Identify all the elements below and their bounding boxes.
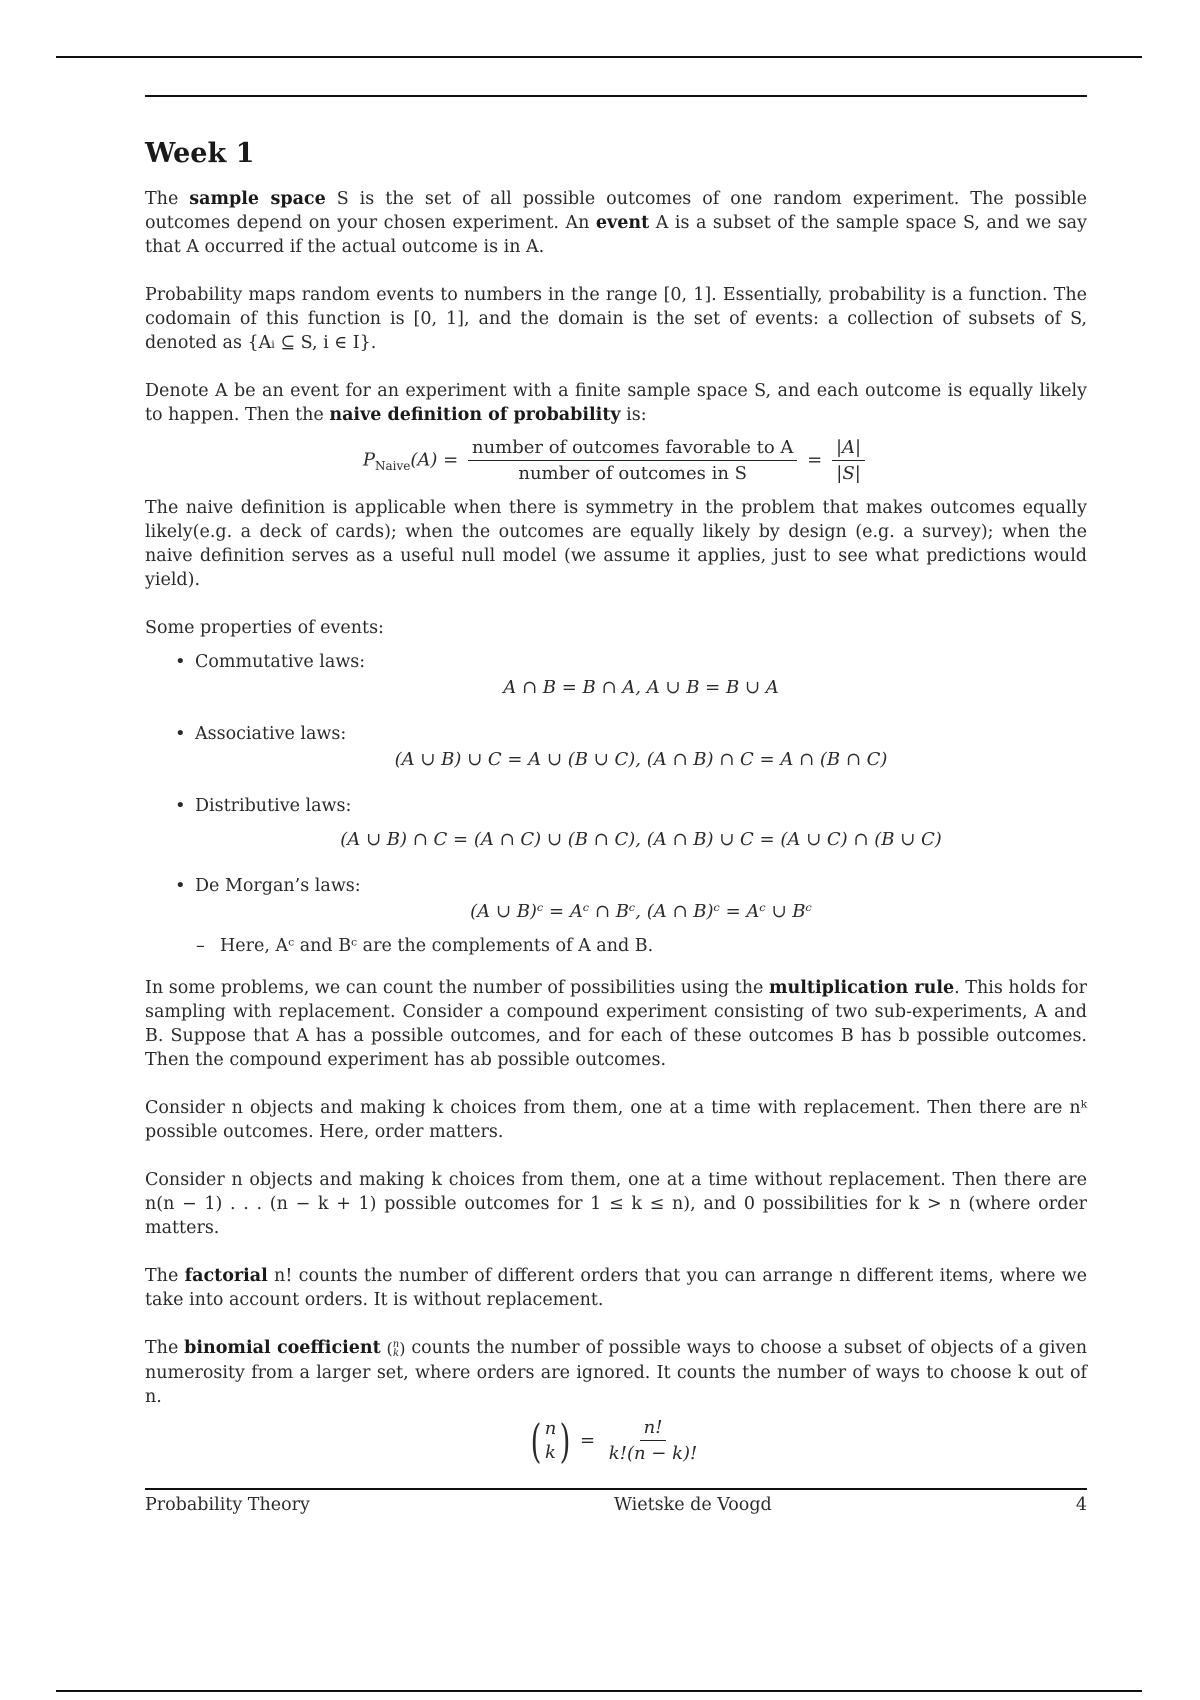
property-formula: (A ∪ B) ∪ C = A ∪ (B ∪ C), (A ∩ B) ∩ C = A ∩ (B ∩ C) <box>394 749 888 770</box>
page-content <box>145 132 1087 1481</box>
binomial-symbol: ( n k ) <box>530 1413 571 1468</box>
paragraph-with-replacement: Consider n objects and making k choices from them, one at a time with replacement. Then there are nᵏ possible outcomes. Here, order matters. <box>145 1098 1087 1142</box>
paragraph-sample-space <box>145 187 1087 259</box>
paragraph-binomial <box>145 1336 1087 1409</box>
property-formula: (A ∪ B)ᶜ = Aᶜ ∩ Bᶜ, (A ∩ B)ᶜ = Aᶜ ∪ Bᶜ <box>470 901 812 922</box>
formula-sub: Naive <box>375 459 411 474</box>
property-formula: (A ∪ B) ∩ C = (A ∩ C) ∪ (B ∩ C), (A ∩ B) ∪ C = (A ∪ C) ∩ (B ∪ C) <box>340 829 942 850</box>
list-item <box>145 650 1087 700</box>
footer-course: Probability Theory <box>145 1495 310 1515</box>
text: The <box>145 1266 185 1286</box>
footer-rule <box>145 1488 1087 1490</box>
fraction-cardinality <box>832 437 865 484</box>
text: In some problems, we can count the number of possibilities using the <box>145 978 769 998</box>
fraction-counts <box>468 437 797 484</box>
header-rule <box>145 95 1087 97</box>
fraction-denominator: number of outcomes in S <box>518 463 748 484</box>
property-label: Associative laws: <box>195 724 347 744</box>
term-factorial: factorial <box>184 1266 268 1286</box>
formula-p: P <box>362 449 376 471</box>
text: n! counts the number of different orders that you can arrange n different items, where we take into account orders. It is without replacement. <box>145 1266 1087 1310</box>
binom-top: n <box>392 1338 400 1350</box>
footer-page-number: 4 <box>1075 1495 1087 1515</box>
term-naive-definition: naive definition of probability <box>329 405 621 425</box>
property-formula: A ∩ B = B ∩ A, A ∪ B = B ∪ A <box>503 677 779 698</box>
term-sample-space: sample space <box>189 189 326 209</box>
demorgan-note: – Here, Aᶜ and Bᶜ are the complements of A and B. <box>145 936 1087 956</box>
list-item <box>145 722 1087 772</box>
paragraph-multiplication-rule <box>145 976 1087 1072</box>
text: is: <box>620 405 647 425</box>
paragraph-factorial <box>145 1264 1087 1312</box>
paragraph-without-replacement: Consider n objects and making k choices from them, one at a time without replacement. Then there are n(n − 1) . . . (n − k + 1) possible outcomes for 1 ≤ k ≤ n), and 0 possibilities for k > n (where order matters. <box>145 1170 1087 1238</box>
paragraph-naive-applicable: The naive definition is applicable when there is symmetry in the problem that makes outcomes equally likely(e.g. a deck of cards); when the outcomes are equally likely by design (e.g. a survey); when the naive definition serves as a useful null model (we assume it applies, just to see what predictions would yield). <box>145 498 1087 590</box>
equals-sign: = <box>579 1429 596 1451</box>
binom-top: n <box>544 1417 557 1439</box>
fraction-denominator: k!(n − k)! <box>608 1443 698 1464</box>
formula-arg: (A) = <box>410 449 459 471</box>
text: counts the number of possible ways to choose a subset of objects of a given numerosity from a larger set, where orders are ignored. It counts the number of ways to choose k out of n. <box>145 1338 1087 1407</box>
fraction-numerator: number of outcomes favorable to A <box>468 437 797 461</box>
term-binomial-coefficient: binomial coefficient <box>184 1338 381 1358</box>
outer-top-rule <box>56 56 1142 58</box>
paragraph-properties-intro: Some properties of events: <box>145 618 384 638</box>
text: S is the set of all possible outcomes of one random experiment. The possible outcomes depend on your chosen experiment. An <box>145 189 1087 233</box>
fraction-numerator: n! <box>640 1417 667 1441</box>
naive-probability-formula <box>145 437 1087 484</box>
binom-bottom: k <box>545 1441 556 1463</box>
page-title: Week 1 <box>145 138 255 169</box>
properties-list <box>145 650 1087 924</box>
fraction-binomial <box>605 1417 701 1464</box>
text: Denote A be an event for an experiment with a finite sample space S, and each outcome is equally likely to happen. Then the <box>145 381 1087 425</box>
paragraph-probability-map: Probability maps random events to numbers in the range [0, 1]. Essentially, probability is a function. The codomain of this function is [0, 1], and the domain is the set of events: a collection of subsets of S, denoted as {Aᵢ ⊆ S, i ∈ I}. <box>145 285 1087 353</box>
text: The <box>145 1338 185 1358</box>
list-item <box>145 794 1087 852</box>
property-label: Distributive laws: <box>195 796 352 816</box>
text: . This holds for sampling with replacement. Consider a compound experiment consisting of two sub-experiments, A and B. Suppose that A has a possible outcomes, and for each of these outcomes B has b possible outcomes. Then the compound experiment has ab possible outcomes. <box>145 978 1087 1070</box>
text: The <box>145 189 190 209</box>
property-label: Commutative laws: <box>195 652 366 672</box>
binomial-formula <box>145 1413 1087 1468</box>
list-item <box>145 874 1087 924</box>
equals-sign: = <box>807 449 823 471</box>
binom-bottom: k <box>392 1347 400 1359</box>
text: A is a subset of the sample space S, and we say that A occurred if the actual outcome is in A. <box>145 213 1087 257</box>
fraction-denominator: |S| <box>836 463 861 484</box>
paragraph-naive-intro <box>145 379 1087 427</box>
outer-bottom-rule <box>56 1690 1142 1692</box>
footer-author: Wietske de Voogd <box>613 1495 772 1515</box>
property-label: De Morgan’s laws: <box>195 876 361 896</box>
page-footer <box>145 1495 1087 1515</box>
term-multiplication-rule: multiplication rule <box>769 978 955 998</box>
fraction-numerator: |A| <box>832 437 865 461</box>
term-event: event <box>595 213 650 233</box>
inline-binomial: ( n k ) <box>386 1338 406 1359</box>
